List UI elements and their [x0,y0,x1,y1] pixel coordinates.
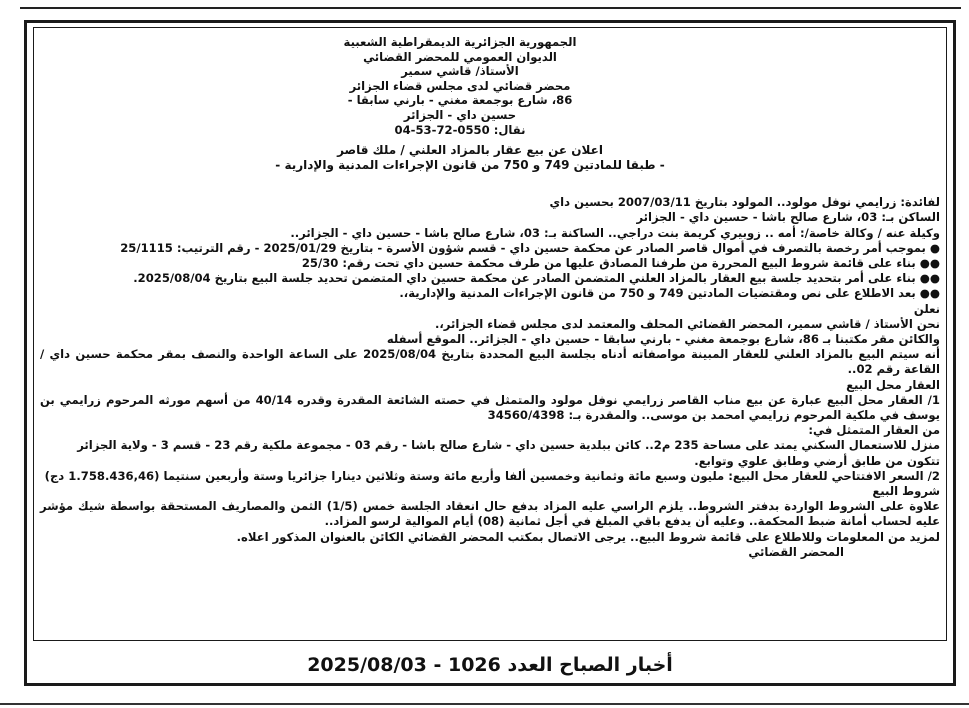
court-order-line: ● بموجب أمر رخصة بالتصرف في أموال قاصر الصادر عن محكمة حسين داي - قسم شؤون الأسرة - بتاريخ 2025/01/29 - رقم الترتيب: 25/1115 [120,240,940,255]
property-heading: العقار محل البيع [846,377,940,392]
office-address-statement: والكائن مقر مكتبنا بـ 86، شارع بوجمعة مغني - بارني سابقا - حسين داي - الجزائر.. الموقع أسفله [386,331,940,346]
beneficiary-line: لفائدة: زرايمي نوفل مولود.. المولود بتاريخ 2007/03/11 بحسين داي [549,195,940,210]
announcement-heading [34,143,946,173]
office-line: الديوان العمومي للمحضر القضائي [363,49,557,64]
property-description: 1/ العقار محل البيع عبارة عن بيع مناب القاصر زرايمي نوفل مولود والمتمثل في حصته الشائعة المقدرة وقدره 40/14 من أسهم مورثه المرحوم زرايمي بن يوسف في ملكية المرحوم زرايمي امحمد بن موسى.. والمقدرة بـ: 34560/4398 [40,392,940,422]
announcement-box [33,27,947,641]
bailiff-statement: نحن الأستاذ / قاشي سمير، المحضر القضائي المحلف والمعتمد لدى مجلس قضاء الجزائر،. [435,316,940,331]
address-line-1: 86، شارع بوجمعة مغني - بارني سابقا - [347,93,573,108]
announcement-frame [24,20,956,686]
newspaper-footer: أخبار الصباح العدد 1026 - 2025/08/03 [307,654,673,676]
residence-line: الساكن بـ: 03، شارع صالح باشا - حسين داي - الجزائر [636,210,940,225]
signature-line: المحضر القضائي [748,544,844,559]
agent-line: وكيلة عنه / وكالة خاصة/: أمه .. زوبيري كريمة بنت دراجي.. الساكنة بـ: 03، شارع صالح باشا - حسين داي - الجزائر.. [290,225,940,240]
session-order-line: ●● بناء على أمر بتحديد جلسة بيع العقار بالمزاد العلني المتضمن الصادر عن محكمة حسين داي المتضمن تحديد جلسة البيع بتاريخ 2025/08/04. [133,271,940,286]
contact-line: لمزيد من المعلومات وللاطلاع على قائمة شروط البيع.. يرجى الاتصال بمكتب المحضر القضائي الكائن بالعنوان المذكور اعلاه. [236,529,940,544]
bailiff-name: الأستاذ/ قاشي سمير [401,64,519,79]
legal-basis-line: ●● بعد الاطلاع على نص ومقتضيات المادتين 749 و 750 من قانون الإجراءات المدنية والإدارية،. [399,286,940,301]
bottom-rule [0,703,969,705]
bailiff-court: محضر قضائي لدى مجلس قضاء الجزائر [349,78,571,93]
conditions-text: علاوة على الشروط الواردة بدفتر الشروط.. يلزم الراسي عليه المزاد بدفع حال انعقاد الجلسة خمس (1/5) الثمن والمصاريف المستحقة بواسطة شيك مؤشر عليه لحساب أمانة ضبط المحكمة.. وعليه أن يدفع باقي المبلغ في أجل ثمانية (08) أيام الموالية لرسو المزاد.. [40,499,940,529]
property-composition: تتكون من طابق أرضي وطابق علوي وتوابع. [694,453,940,468]
republic-line: الجمهورية الجزائرية الديمقراطية الشعبية [343,35,577,49]
announcement-title: اعلان عن بيع عقار بالمزاد العلني / ملك قاصر [337,143,603,158]
conditions-heading: شروط البيع [872,484,940,499]
top-rule [20,0,961,9]
conditions-list-line: ●● بناء على قائمة شروط البيع المحررة من طرفنا المصادق عليها من طرف محكمة حسين داي تحت رقم: 25/30 [301,255,940,270]
header-block [34,35,946,137]
announce-word: نعلن [913,301,940,316]
opening-price: 2/ السعر الافتتاحي للعقار محل البيع: مليون وسبع مائة وثمانية وخمسين ألفا وأربع مائة وستة وثلاثين دينارا جزائريا وستة وأربعين سنتيما (1.758.436,46 دج) [44,468,940,483]
phone-line: نقال: 0550-72-53-04 [394,122,526,137]
announcement-body [34,195,946,560]
sale-session-paragraph: أنه سيتم البيع بالمزاد العلني للعقار المبينة مواصفاته أدناه بجلسة البيع المحددة بتاريخ 2025/08/04 على الساعة الواحدة والنصف بمقر محكمة حسين داي / القاعة رقم 02.. [40,347,940,377]
announcement-subtitle: - طبقا للمادتين 749 و 750 من قانون الإجراءات المدنية والإدارية - [275,158,665,173]
address-line-2: حسين داي - الجزائر [403,107,517,122]
property-intro: من العقار المتمثل في: [808,423,940,438]
property-details: منزل للاستعمال السكني يمتد على مساحة 235 م2.. كائن ببلدية حسين داي - شارع صالح باشا - رقم 03 - مجموعة ملكية رقم 23 - قسم 3 - ولاية الجزائر [77,438,940,453]
